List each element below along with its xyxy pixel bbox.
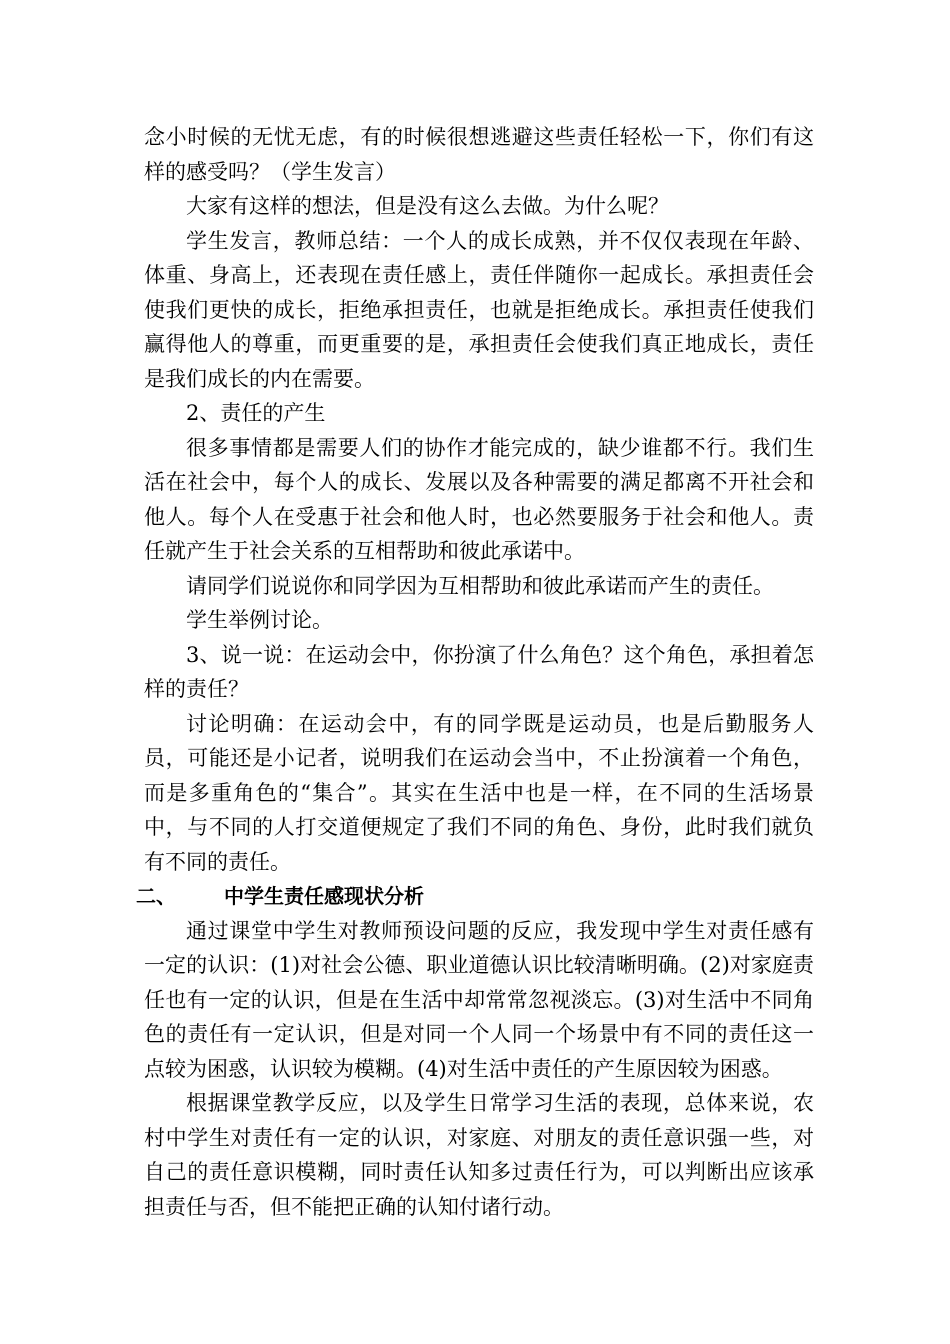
section-subheading: 3、说一说：在运动会中，你扮演了什么角色？这个角色，承担着怎样的责任？ [144, 642, 814, 701]
paragraph: 请同学们说说你和同学因为互相帮助和彼此承诺而产生的责任。 [186, 573, 774, 598]
paragraph: 很多事情都是需要人们的协作才能完成的，缺少谁都不行。我们生活在社会中，每个人的成长、发展以及各种需要的满足都离不开社会和他人。每个人在受惠于社会和他人时，也必然要服务于社会和他人。责任就产生于社会关系的互相帮助和彼此承诺中。 [144, 435, 814, 563]
paragraph: 通过课堂中学生对教师预设问题的反应，我发现中学生对责任感有一定的认识：(1)对社会公德、职业道德认识比较清晰明确。(2)对家庭责任也有一定的认识，但是在生活中却常常忽视淡忘。(3)对生活中不同角色的责任有一定认识，但是对同一个人同一个场景中有不同的责任这一点较为困惑，认识较为模糊。(4)对生活中责任的产生原因较为困惑。 [144, 918, 814, 1081]
section-heading [136, 879, 814, 914]
paragraph: 讨论明确：在运动会中，有的同学既是运动员，也是后勤服务人员，可能还是小记者，说明我们在运动会当中，不止扮演着一个角色，而是多重角色的“集合”。其实在生活中也是一样，在不同的生活场景中，与不同的人打交道便规定了我们不同的角色、身份，此时我们就负有不同的责任。 [144, 711, 814, 874]
section-heading-number: 二、 [136, 884, 176, 908]
paragraph: 念小时候的无忧无虑，有的时候很想逃避这些责任轻松一下，你们有这样的感受吗？（学生发言） [144, 125, 814, 184]
paragraph: 学生举例讨论。 [186, 608, 333, 632]
paragraph: 学生发言，教师总结：一个人的成长成熟，并不仅仅表现在年龄、体重、身高上，还表现在责任感上，责任伴随你一起成长。承担责任会使我们更快的成长，拒绝承担责任，也就是拒绝成长。承担责任使我们赢得他人的尊重，而更重要的是，承担责任会使我们真正地成长，责任是我们成长的内在需要。 [144, 228, 814, 391]
paragraph: 大家有这样的想法，但是没有这么去做。为什么呢？ [186, 194, 669, 218]
paragraph: 根据课堂教学反应，以及学生日常学习生活的表现，总体来说，农村中学生对责任有一定的认识，对家庭、对朋友的责任意识强一些，对自己的责任意识模糊，同时责任认知多过责任行为，可以判断出应该承担责任与否，但不能把正确的认知付诸行动。 [144, 1091, 814, 1219]
section-subheading: 2、责任的产生 [186, 401, 326, 425]
document-body [136, 120, 814, 1224]
section-heading-title: 中学生责任感现状分析 [224, 884, 424, 908]
